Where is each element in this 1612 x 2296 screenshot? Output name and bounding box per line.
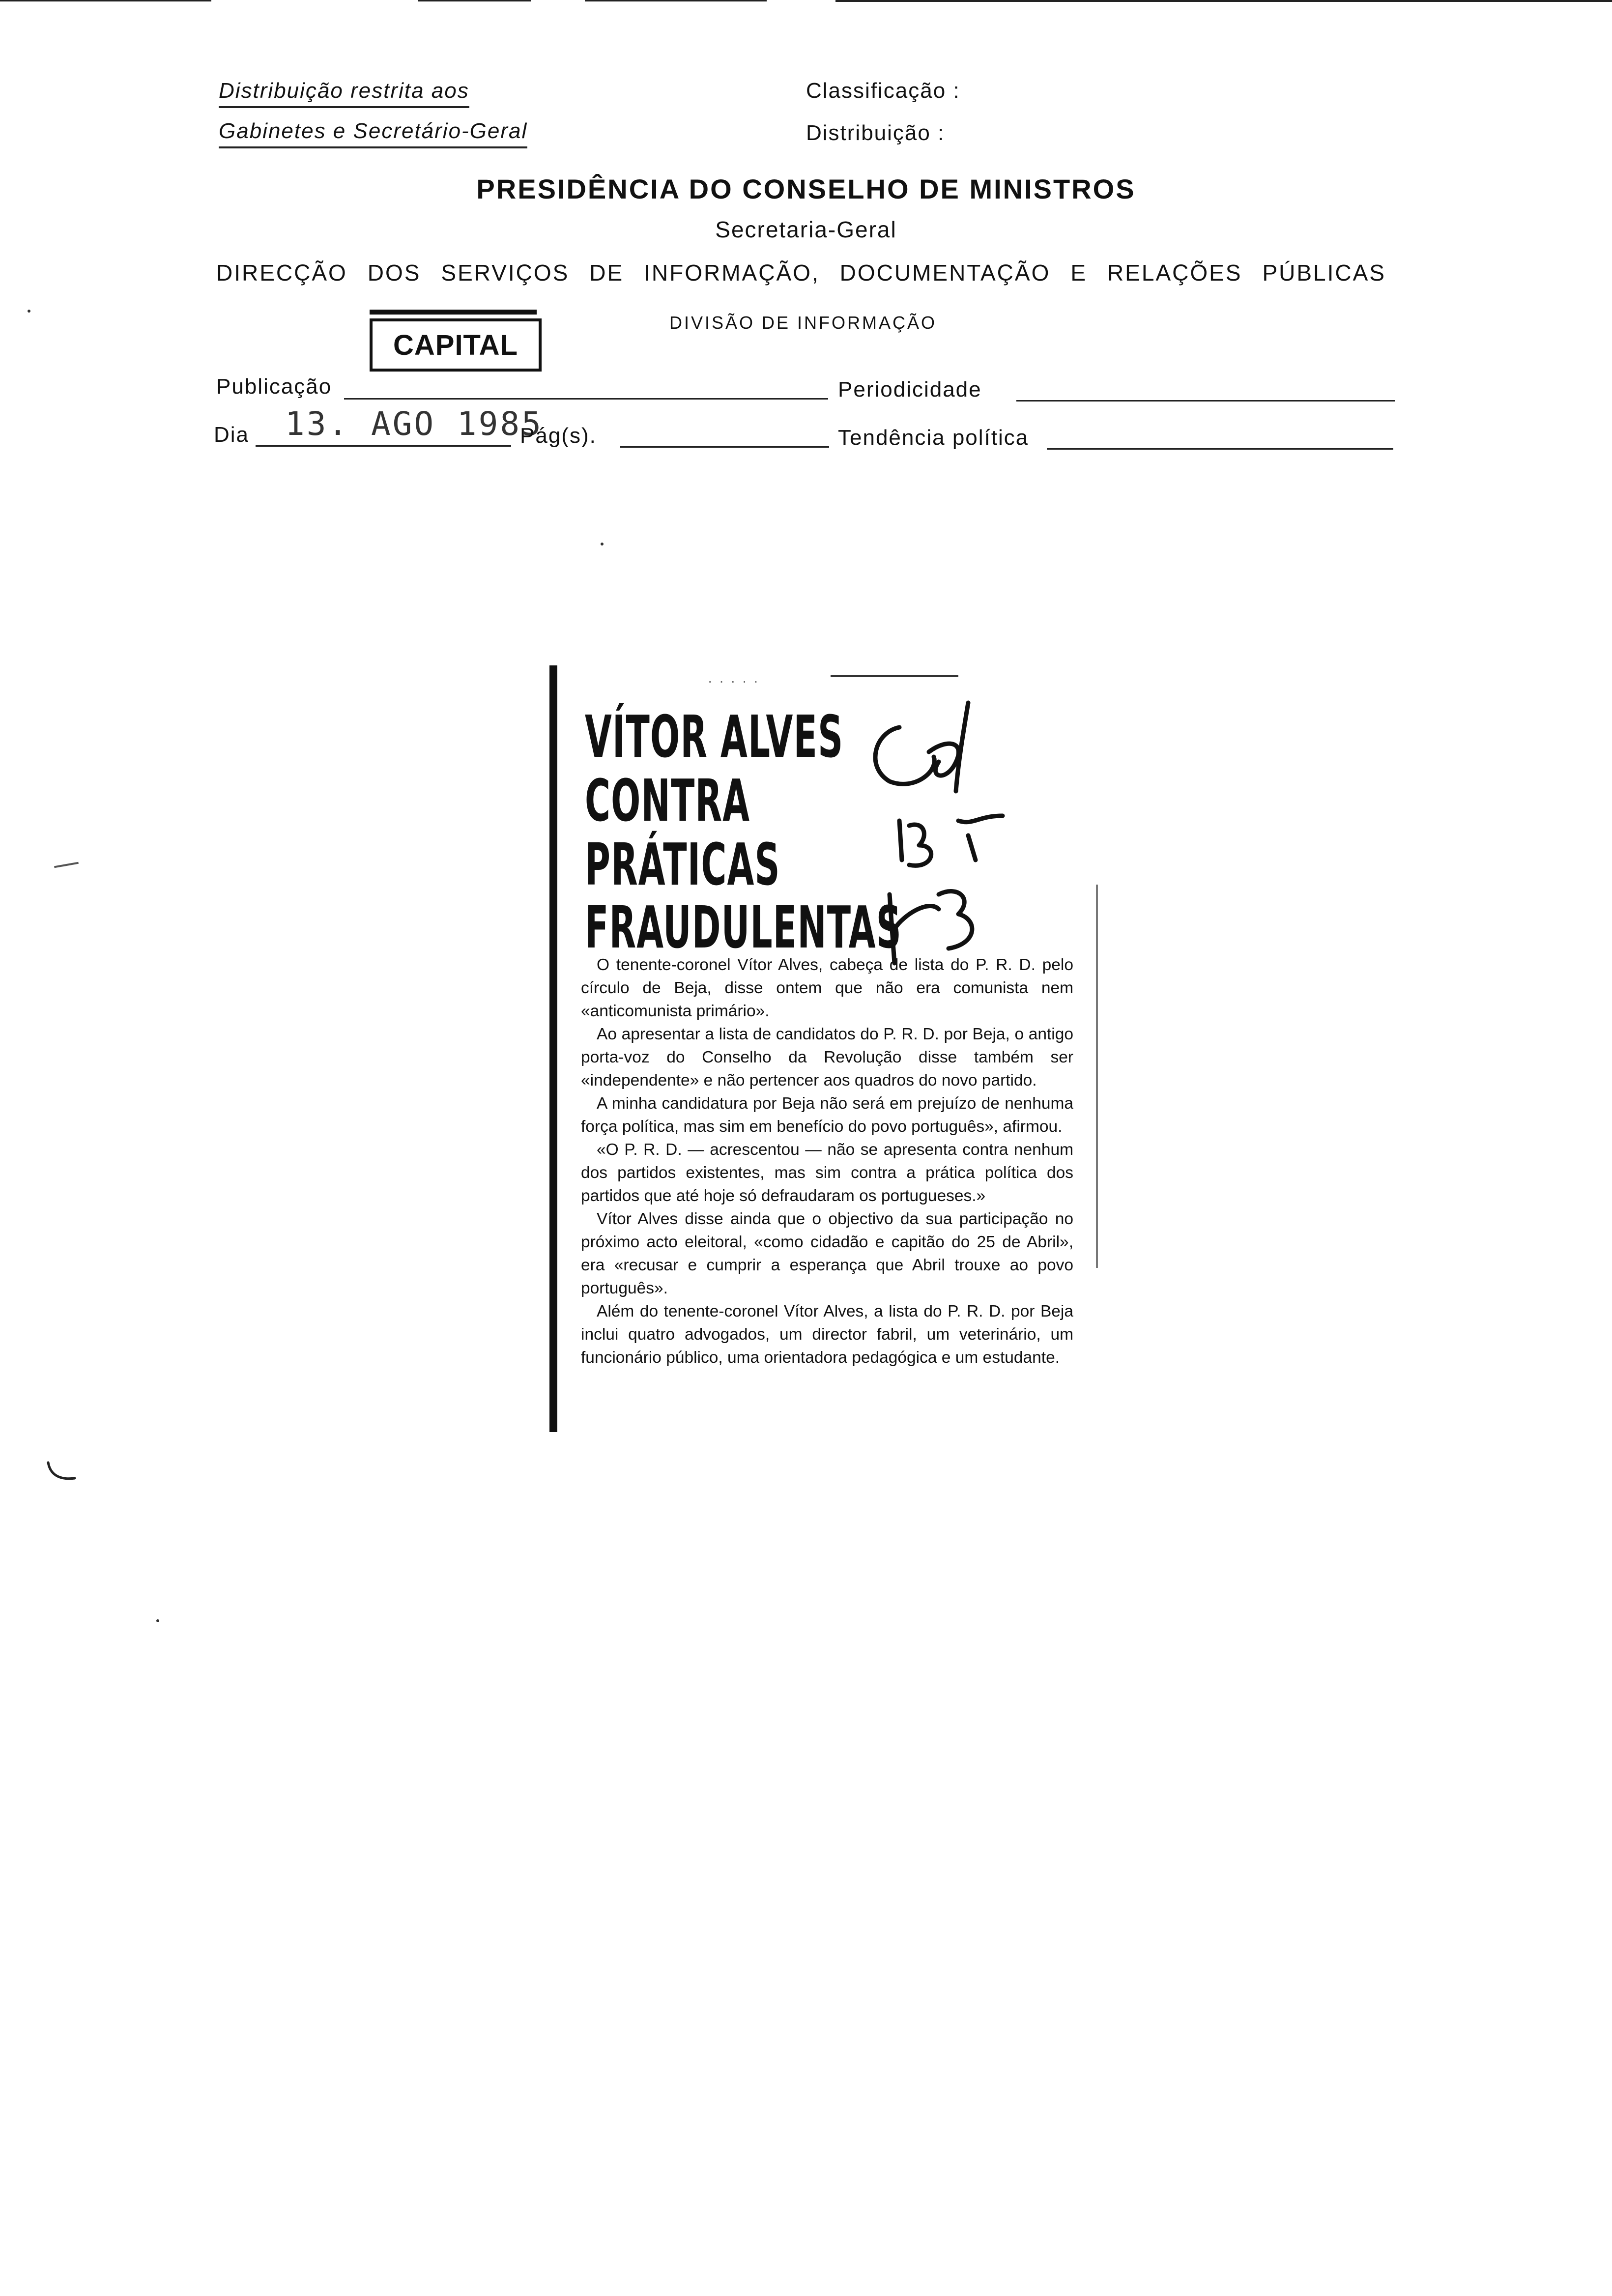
org-subtitle: Secretaria-Geral bbox=[715, 217, 897, 242]
headline-line: CONTRA bbox=[585, 767, 750, 834]
restricted-distribution-line2 bbox=[219, 119, 527, 148]
clipping-top-rule bbox=[831, 675, 958, 677]
scan-edge-line bbox=[0, 0, 211, 1]
article-paragraph: «O P. R. D. — acrescentou — não se apresenta contra nenhum dos partidos existentes, mas sim contra a prática política dos partidos que até hoje só defraudaram os portugueses.» bbox=[581, 1141, 1073, 1205]
paginas-label: Pág(s). bbox=[520, 424, 597, 448]
directorate-word: INFORMAÇÃO, bbox=[644, 260, 820, 286]
scan-edge-line bbox=[835, 0, 1612, 2]
scan-speck bbox=[601, 543, 604, 545]
headline-line: VÍTOR ALVES bbox=[585, 703, 844, 771]
article-paragraph: Ao apresentar a lista de candidatos do P. R. D. por Beja, o antigo porta-voz do Conselho da Revolução disse também ser «independente» e não pertencer aos quadros do novo partido. bbox=[581, 1025, 1073, 1090]
scan-speck bbox=[28, 310, 30, 313]
publication-stamp: CAPITAL bbox=[370, 318, 542, 372]
tendencia-label: Tendência política bbox=[838, 426, 1029, 450]
scan-edge-line bbox=[418, 0, 531, 1]
directorate-word: DOCUMENTAÇÃO bbox=[839, 260, 1051, 286]
publicacao-field-line bbox=[344, 398, 828, 400]
scan-edge-line bbox=[585, 0, 767, 1]
clipping-left-border bbox=[549, 665, 557, 1432]
directorate-word: DIRECÇÃO bbox=[216, 260, 347, 286]
scan-mark bbox=[54, 862, 79, 868]
dia-label: Dia bbox=[214, 423, 250, 447]
division-label: DIVISÃO DE INFORMAÇÃO bbox=[669, 313, 937, 333]
directorate-word: E bbox=[1070, 260, 1087, 286]
directorate-word: PÚBLICAS bbox=[1262, 260, 1386, 286]
clipping-right-edge bbox=[1096, 885, 1098, 1268]
article-paragraph: O tenente-coronel Vítor Alves, cabeça de lista do P. R. D. pelo círculo de Beja, disse ontem que não era comunista nem «anticomunista primário». bbox=[581, 956, 1073, 1020]
headline-line: FRAUDULENTAS bbox=[585, 893, 902, 961]
publicacao-label: Publicação bbox=[216, 374, 332, 399]
clipping-dotted-edge: ····· bbox=[708, 673, 765, 689]
org-title: PRESIDÊNCIA DO CONSELHO DE MINISTROS bbox=[476, 173, 1136, 204]
restricted-distribution-line1 bbox=[219, 79, 469, 108]
article-body bbox=[581, 953, 1073, 1369]
headline-line: PRÁTICAS bbox=[585, 831, 780, 898]
restricted-line2-text: Gabinetes e Secretário-Geral bbox=[219, 119, 527, 148]
directorate-word: DOS bbox=[367, 260, 421, 286]
directorate-word: RELAÇÕES bbox=[1107, 260, 1242, 286]
dia-field-line bbox=[256, 445, 511, 447]
paginas-field-line bbox=[620, 446, 829, 448]
directorate-word: SERVIÇOS bbox=[441, 260, 570, 286]
distribuicao-label: Distribuição : bbox=[806, 121, 945, 145]
tendencia-field-line bbox=[1047, 448, 1393, 450]
directorate-line bbox=[216, 259, 1386, 286]
article-paragraph: Vítor Alves disse ainda que o objectivo da sua participação no próximo acto eleitoral, «como cidadão e capitão do 25 de Abril», era «recusar e cumprir a esperança que Abril trouxe ao povo português». bbox=[581, 1210, 1073, 1297]
stamp-tab bbox=[370, 310, 537, 315]
restricted-line1-text: Distribuição restrita aos bbox=[219, 79, 469, 108]
article-paragraph: Além do tenente-coronel Vítor Alves, a lista do P. R. D. por Beja inclui quatro advogados, um director fabril, um veterinário, um funcionário público, uma orientadora pedagógica e um estudante. bbox=[581, 1302, 1073, 1367]
article-paragraph: A minha candidatura por Beja não será em prejuízo de nenhuma força política, mas sim em benefício do povo português», afirmou. bbox=[581, 1094, 1073, 1136]
periodicidade-field-line bbox=[1016, 400, 1395, 402]
date-stamp: 13. AGO 1985 bbox=[285, 405, 543, 443]
periodicidade-label: Periodicidade bbox=[838, 377, 982, 402]
classificacao-label: Classificação : bbox=[806, 79, 960, 103]
handwritten-annotation bbox=[855, 698, 1022, 973]
directorate-word: DE bbox=[589, 260, 624, 286]
scan-mark bbox=[44, 1460, 79, 1489]
scan-speck bbox=[156, 1619, 159, 1622]
